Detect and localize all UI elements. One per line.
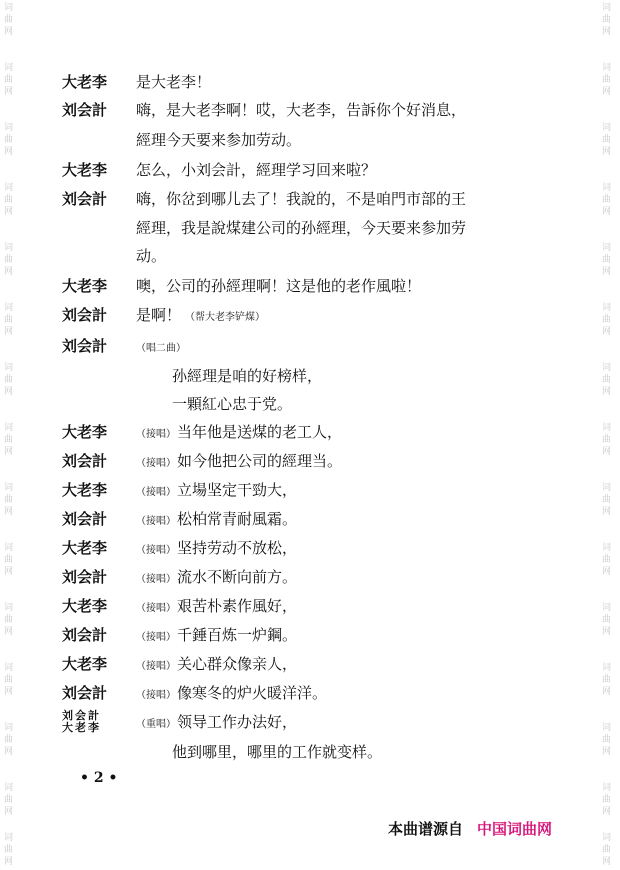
watermark-text: 词 曲 网 — [602, 603, 612, 637]
stage-direction: （帮大老李铲煤） — [185, 312, 266, 323]
site-name-link[interactable]: 中国词曲网 — [477, 820, 553, 838]
verse-line: 一顆紅心忠于党。 — [172, 395, 293, 413]
watermark-text: 词 曲 网 — [602, 483, 612, 517]
dialogue-text: 流水不断向前方。 — [177, 568, 298, 586]
dialogue-text: 像寒冬的炉火暖洋洋。 — [177, 684, 328, 702]
singing-tag: （接唱） — [136, 574, 176, 585]
dialogue-line — [62, 476, 297, 504]
dialogue-text: 当年他是送煤的老工人， — [177, 423, 343, 441]
watermark-text: 词 曲 网 — [4, 663, 14, 697]
dialogue-text: 立場坚定干勁大， — [177, 481, 298, 499]
dialogue-continuation: 动。 — [136, 247, 167, 265]
page-number: • 2 • — [80, 770, 118, 786]
dialogue-line-duet — [62, 708, 297, 736]
dialogue-text: 是啊！ — [136, 306, 182, 324]
speaker-name: 刘会計 — [62, 568, 108, 586]
watermark-text: 词 曲 网 — [602, 423, 612, 457]
watermark-text: 词 曲 网 — [4, 833, 14, 867]
source-footer — [388, 818, 552, 839]
watermark-text: 词 曲 网 — [4, 3, 14, 37]
watermark-text: 词 曲 网 — [4, 123, 14, 157]
speaker-name: 大老李 — [62, 161, 108, 179]
watermark-text: 词 曲 网 — [4, 303, 14, 337]
singing-tag: （接唱） — [136, 603, 176, 614]
speaker-name: 刘会計 — [62, 626, 108, 644]
watermark-text: 词 曲 网 — [4, 483, 14, 517]
dialogue-continuation: 經理，我是說煤建公司的孙經理，今天要来参加劳 — [136, 219, 467, 237]
watermark-text: 词 曲 网 — [4, 723, 14, 757]
dialogue-line — [62, 68, 211, 96]
watermark-text: 词 曲 网 — [602, 783, 612, 817]
source-label: 本曲谱源自 — [388, 820, 464, 838]
dialogue-line — [62, 621, 297, 649]
singing-tag: （接唱） — [136, 632, 176, 643]
singing-tag: （接唱） — [136, 429, 176, 440]
speaker-name: 大老李 — [62, 539, 108, 557]
speaker-name: 刘会計 — [62, 337, 108, 355]
singing-tag: （接唱） — [136, 458, 176, 469]
speaker-name: 刘会計 — [62, 709, 101, 722]
dialogue-line — [62, 96, 466, 124]
watermark-text: 词 曲 网 — [602, 183, 612, 217]
watermark-text: 词 曲 网 — [602, 363, 612, 397]
dialogue-text: 领导工作办法好， — [177, 713, 298, 731]
dialogue-line — [62, 272, 421, 300]
dialogue-text: 关心群众像亲人， — [177, 655, 298, 673]
dialogue-text: 艰苦朴素作風好， — [177, 597, 298, 615]
speaker-name: 大老李 — [62, 721, 101, 734]
singing-tag: （唱二曲） — [136, 343, 186, 354]
watermark-text: 词 曲 网 — [4, 363, 14, 397]
watermark-text: 词 曲 网 — [602, 663, 612, 697]
singing-tag: （接唱） — [136, 690, 176, 701]
watermark-text: 词 曲 网 — [602, 833, 612, 867]
watermark-text: 词 曲 网 — [4, 603, 14, 637]
watermark-text: 词 曲 网 — [602, 63, 612, 97]
verse-line: 他到哪里，哪里的工作就变样。 — [172, 743, 383, 761]
speaker-name: 刘会計 — [62, 101, 108, 119]
speaker-name: 刘会計 — [62, 306, 108, 324]
watermark-text: 词 曲 网 — [4, 543, 14, 577]
dialogue-line — [62, 301, 265, 329]
watermark-text: 词 曲 网 — [4, 423, 14, 457]
speaker-name: 刘会計 — [62, 510, 108, 528]
watermark-text: 词 曲 网 — [602, 123, 612, 157]
dialogue-continuation: 經理今天要来参加劳动。 — [136, 131, 302, 149]
watermark-text: 词 曲 网 — [602, 723, 612, 757]
dialogue-text: 噢，公司的孙經理啊！这是他的老作風啦！ — [136, 277, 422, 295]
dialogue-text: 坚持劳动不放松， — [177, 539, 298, 557]
speaker-name: 刘会計 — [62, 190, 108, 208]
speaker-name: 大老李 — [62, 481, 108, 499]
dialogue-line — [62, 592, 297, 620]
dialogue-line — [62, 505, 297, 533]
watermark-text: 词 曲 网 — [4, 183, 14, 217]
singing-tag: （接唱） — [136, 487, 176, 498]
dialogue-line — [62, 156, 376, 184]
singing-tag: （接唱） — [136, 545, 176, 556]
dialogue-line — [62, 418, 342, 446]
singing-tag: （接唱） — [136, 516, 176, 527]
dialogue-line — [62, 185, 466, 213]
speaker-name: 刘会計 — [62, 452, 108, 470]
speaker-name: 刘会計 — [62, 684, 108, 702]
verse-line: 孙經理是咱的好榜样， — [172, 367, 323, 385]
dialogue-line — [62, 563, 297, 591]
dialogue-line — [62, 534, 297, 562]
watermark-text: 词 曲 网 — [4, 783, 14, 817]
dialogue-text: 怎么，小刘会計，經理学习回来啦？ — [136, 161, 377, 179]
dialogue-text: 嗨，你岔到哪儿去了！我說的，不是咱門市部的王 — [136, 190, 467, 208]
speaker-name: 大老李 — [62, 597, 108, 615]
watermark-text: 词 曲 网 — [602, 243, 612, 277]
dialogue-line — [62, 332, 187, 360]
speaker-name: 大老李 — [62, 73, 108, 91]
speaker-name: 大老李 — [62, 423, 108, 441]
singing-tag: （接唱） — [136, 661, 176, 672]
dialogue-text: 是大老李！ — [136, 73, 212, 91]
dialogue-line — [62, 679, 327, 707]
watermark-text: 词 曲 网 — [602, 303, 612, 337]
dialogue-text: 嗨，是大老李啊！哎，大老李，告訴你个好消息， — [136, 101, 467, 119]
watermark-text: 词 曲 网 — [4, 63, 14, 97]
speaker-name: 大老李 — [62, 655, 108, 673]
dialogue-text: 千錘百炼一炉鋼。 — [177, 626, 298, 644]
watermark-text: 词 曲 网 — [4, 243, 14, 277]
watermark-text: 词 曲 网 — [602, 543, 612, 577]
singing-tag: （重唱） — [136, 719, 176, 730]
dialogue-line — [62, 447, 342, 475]
speaker-name: 大老李 — [62, 277, 108, 295]
watermark-text: 词 曲 网 — [602, 3, 612, 37]
duet-speakers — [62, 708, 136, 734]
dialogue-text: 松柏常青耐風霜。 — [177, 510, 298, 528]
dialogue-text: 如今他把公司的經理当。 — [177, 452, 343, 470]
dialogue-line — [62, 650, 297, 678]
